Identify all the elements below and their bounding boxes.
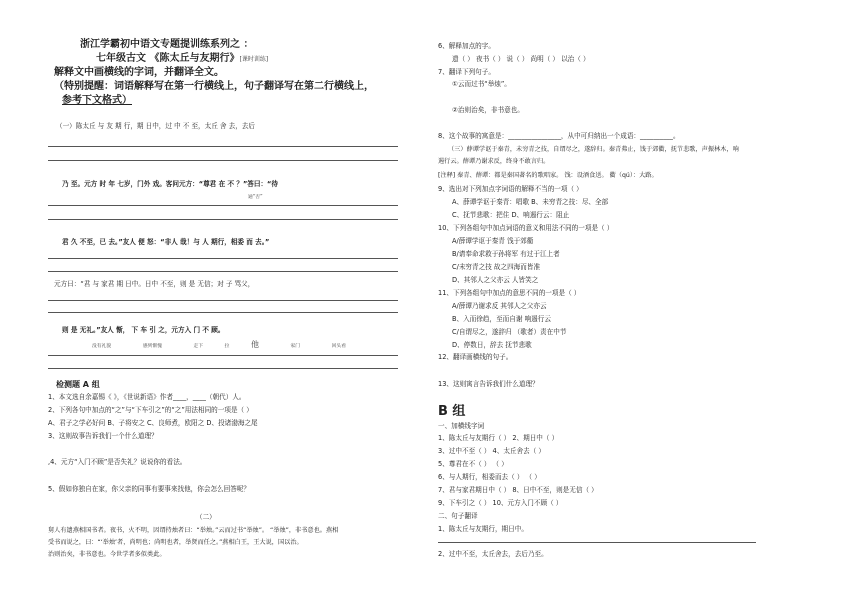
- answer-rule: [48, 258, 398, 259]
- answer-rule: [48, 219, 398, 220]
- question-11: 11、下列各组句中加点的意思不同的一项是（ ）: [438, 289, 581, 297]
- question-2-options: A、君子之学必好问 B、子将安之 C、良师煮，欧阳之 D、投诸渤海之尾: [48, 419, 258, 427]
- question-6-items: 遗（ ） 夜书（ ） 说（ ） 尚明（ ） 以治（ ）: [452, 55, 590, 63]
- section-b-sentence-1: 1、陈太丘与友期行，期日中。: [438, 525, 528, 533]
- passage-two-line-3: 治则治矣，非书意也。今世学者多似类此。: [48, 551, 166, 558]
- section-b-item-7: 7、君与家君期日中（ ） 8、日中不至，则是无信（ ）: [438, 486, 598, 494]
- passage-three-line-1: （三）薛谭学讴于秦青，未穷青之技，自谓尽之，遂辞归。秦青弗止，饯于郊衢，抚节悲歌，声振林木，响: [448, 146, 739, 153]
- section-b-item-6: 6、与人期行，相委而去（ ） （ ）: [438, 473, 541, 481]
- question-11-option-a: A/薛谭乃谢求反 其邻人之父亦云: [452, 302, 547, 310]
- answer-rule: [48, 205, 398, 206]
- lesson-tag: [课时训练]: [239, 56, 269, 63]
- note-line-1: （特别提醒：词语解释写在第一行横线上，句子翻译写在第二行横线上，: [54, 81, 374, 92]
- question-2: 2、下列各句中加点的“之”与“下车引之”的“之”用法相同的一项是（ ）: [48, 406, 253, 414]
- question-5: 5、假如你独自在家，你父亲的同事有要事来找他，你会怎么回答呢？: [48, 485, 251, 493]
- question-10-option-a: A/薛谭学讴于秦青 饯于郊衢: [452, 237, 534, 245]
- question-4: ,4、元方“入门不顾”是否失礼？说说你的看法。: [48, 458, 187, 466]
- passage-line-3: 君 久 不至，已 去。”友人 便 怒：“非人 哉！与 人 期行，相委 而 去。”: [62, 238, 270, 246]
- note-gate: 家门: [290, 344, 301, 349]
- section-b-heading: B 组: [438, 404, 466, 419]
- section-b-item-9: 9、下车引之（ ） 10、元方入门不顾（ ）: [438, 499, 563, 507]
- passage-line-5-notes: [92, 340, 346, 351]
- question-9-options-ab: A、薛谭学讴于秦青：唱歌 B、未穷青之技：尽、全部: [452, 198, 609, 206]
- question-11-option-d: D、停数日，辞去 抚节悲歌: [452, 341, 532, 349]
- part-two-label: （二）: [196, 513, 216, 521]
- answer-rule: [48, 368, 398, 369]
- note-step-down: 走下: [193, 344, 204, 349]
- lesson-subtitle: [96, 52, 268, 66]
- question-7: 7、翻译下列句子。: [438, 68, 495, 76]
- note-line-2: 参考下文格式）: [62, 95, 132, 106]
- section-b-item-5: 5、尊君在不（ ） （ ）: [438, 460, 508, 468]
- passage-two-line-1: 舅人有遗燕相国书者。夜书，火不明，因谓持烛者曰：“举烛。”云而过书“举烛”。 “举烛”，非书意也。燕相: [48, 527, 339, 534]
- question-11-option-c: C/自谓尽之，遂辞归 （歌者）责在中节: [452, 328, 567, 336]
- answer-rule: [438, 542, 756, 543]
- passage-line-4: 元方曰：“君 与 家君 期 日中。日中 不至，则 是 无信；对 子 骂父，: [54, 280, 255, 288]
- passage-line-1: （一）陈太丘 与 友 期 行，期 日中，过 中 不 至，太丘 舍 去，去后: [56, 122, 255, 130]
- section-b-sentence-2: 2、过中不至，太丘舍去，去后乃至。: [438, 550, 548, 558]
- instruction: 解释文中画横线的字词，并翻译全文。: [54, 67, 224, 78]
- passage-three-line-2: 遏行云。薛谭乃谢求反，终身不敢言归。: [438, 158, 550, 165]
- section-b-item-1: 1、陈太丘与友期行（ ） 2、期日中（ ）: [438, 434, 559, 442]
- question-7-sentence-2: ②治则治矣，非书意也。: [452, 106, 524, 114]
- question-7-sentence-1: ①云而过书“举烛”。: [452, 80, 511, 88]
- note-look-back: 回头看: [331, 344, 347, 349]
- note-pull: 拉: [224, 344, 230, 349]
- question-9-options-cd: C、抚节悲歌：把住 D、响遏行云：阻止: [452, 211, 570, 219]
- section-b-part-2: 二、句子翻译: [438, 512, 478, 520]
- question-9: 9、选出对下列加点字词语的解释不当的一项（ ）: [438, 185, 583, 193]
- question-8: 8、这个故事的寓意是：________________，从中可归纳出一个成语：__________。: [438, 132, 680, 140]
- question-10-option-d: D、其邻人之父亦云 人皆笑之: [452, 276, 539, 284]
- question-12: 12、翻译画横线的句子。: [438, 353, 513, 361]
- note-him: 他: [250, 340, 259, 349]
- lesson-subtitle-main: 七年级古文 《陈太丘与友期行》: [96, 53, 240, 64]
- note-ashamed: 感到惭愧: [142, 344, 162, 349]
- question-10: 10、下列各组句中加点词语的意义和用法不同的一项是（ ）: [438, 224, 614, 232]
- section-a-heading: 检测题 A 组: [56, 380, 100, 389]
- question-10-option-c: C/未穷青之技 故之四海而皆准: [452, 263, 541, 271]
- question-6: 6、解释加点的字。: [438, 42, 495, 50]
- note-no-courtesy: 没有礼貌: [92, 344, 112, 349]
- passage-line-2: 乃 至。元方 时 年 七岁，门外 戏。客问元方：“尊君 在 不 ？”答曰：“待: [62, 180, 278, 188]
- passage-two-line-2: 受书而说之，曰：“‘举烛’者，尚明也；尚明也者，举贤而任之。”燕相白王，王大说，国以治。: [48, 539, 303, 546]
- answer-rule: [48, 312, 398, 313]
- answer-rule: [48, 146, 398, 147]
- question-13: 13、这则寓言告诉我们什么道理？: [438, 380, 539, 388]
- answer-rule: [48, 160, 398, 161]
- page-title: 浙江学霸初中语文专题提训练系列之 ：: [80, 39, 254, 50]
- question-11-option-b: B、入而徐趋，至而自谢 响遏行云: [452, 315, 551, 323]
- passage-line-5: 则 是 无礼。”友人 惭， 下 车 引 之，元方入 门 不 顾。: [62, 326, 225, 334]
- answer-rule: [48, 271, 398, 272]
- passage-line-2-note: 通“否”: [248, 195, 263, 200]
- question-10-option-b: B/请奉命求救于孙将军 有过于江上者: [452, 250, 560, 258]
- question-1: 1、本文选自余嘉锡《 》，《世说新语》作者____，____（朝代）人。: [48, 393, 246, 401]
- section-b-part-1: 一、加横线字词: [438, 422, 485, 430]
- answer-rule: [48, 300, 398, 301]
- section-b-item-3: 3、过中不至（ ） 4、太丘舍去（ ）: [438, 447, 545, 455]
- answer-rule: [48, 355, 398, 356]
- passage-three-note: [注释] 秦青、薛谭：都是秦国著名的歌唱家。 饯：设酒食送。 衢（qú）：大路。: [438, 172, 658, 179]
- question-3: 3、这则故事告诉我们一个什么道理？: [48, 432, 158, 440]
